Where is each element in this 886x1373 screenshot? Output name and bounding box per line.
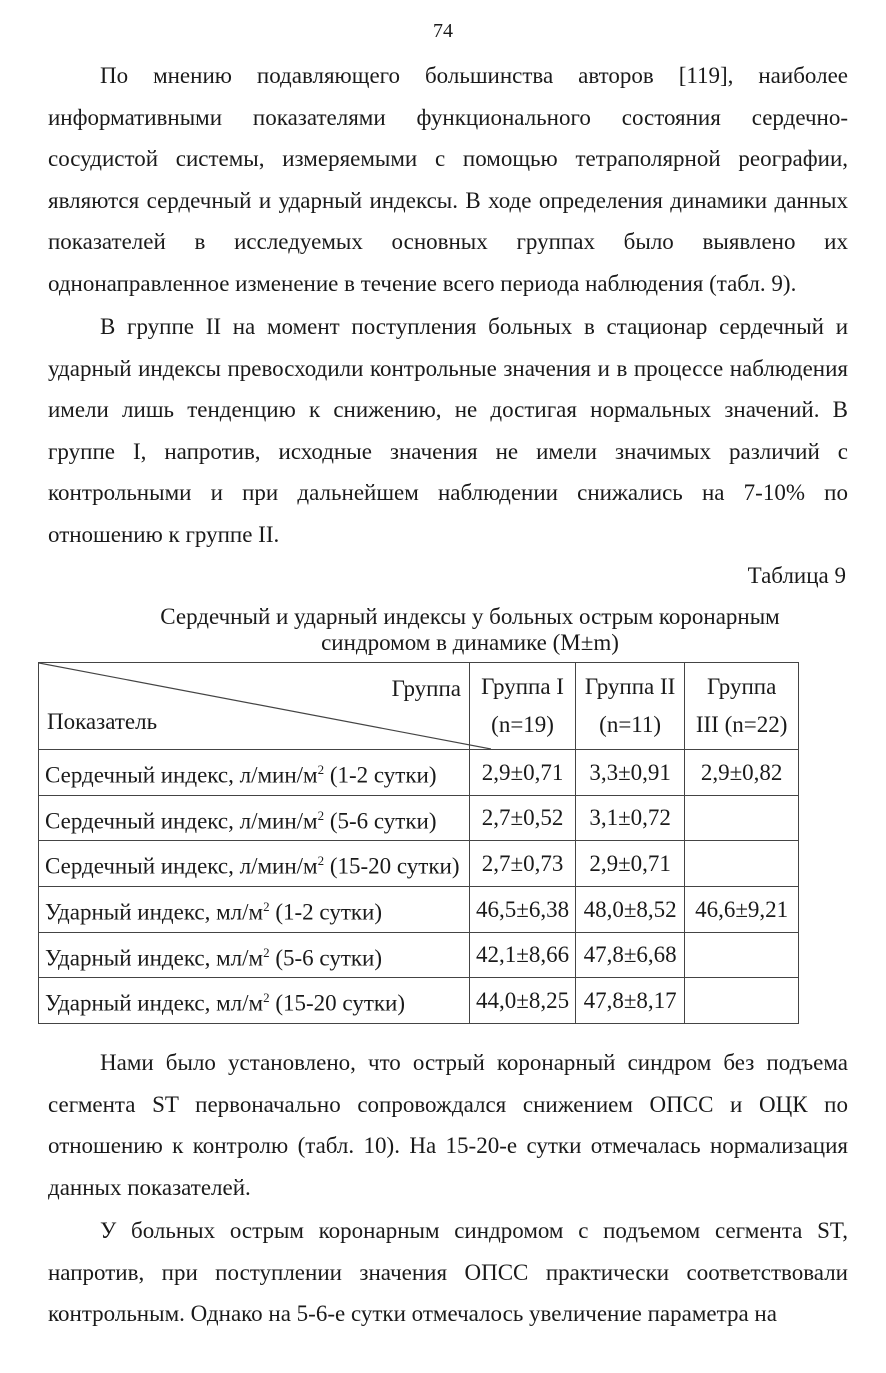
corner-group-label: Группа <box>391 676 461 701</box>
paragraph-2 <box>48 306 848 556</box>
data-table <box>38 662 799 1024</box>
table-row <box>39 978 799 1024</box>
value-cell: 2,9±0,82 <box>685 750 799 796</box>
value-cell <box>685 978 799 1024</box>
table-row <box>39 886 799 932</box>
table-row <box>39 750 799 796</box>
paragraph-text: По мнению подавляющего большинства авторов [119], наиболее информативными показателями функционального состояния сердечно-сосудистой системы, измеряемыми с помощью тетраполярной реографии, являются сердечный и ударный индексы. В ходе определения динамики данных показателей в исследуемых основных группах было выявлено их однонаправленное изменение в течение всего периода наблюдения (табл. 9). <box>48 63 848 296</box>
group-header-2 <box>576 663 685 750</box>
table-title-line-1: Сердечный и ударный индексы у больных острым коронарным <box>160 604 780 629</box>
table-title <box>80 604 860 656</box>
indicator-cell: Сердечный индекс, $л/мин/м^2$ (1-2 сутки) <box>39 750 470 796</box>
value-cell: 2,7±0,52 <box>470 795 576 841</box>
paragraph-1 <box>48 55 848 305</box>
group-header-n: (n=19) <box>491 712 554 737</box>
table-row <box>39 932 799 978</box>
value-cell: 48,0±8,52 <box>576 886 685 932</box>
paragraph-text: У больных острым коронарным синдромом с подъемом сегмента ST, напротив, при поступлении значения ОПСС практически соответствовали контрольным. Однако на 5-6-е сутки отмечалось увеличение параметра на <box>48 1218 848 1327</box>
group-header-n: III (n=22) <box>695 712 788 737</box>
indicator-cell: Сердечный индекс, $л/мин/м^2$ (15-20 сутки) <box>39 841 470 887</box>
table-label: Таблица 9 <box>747 563 846 588</box>
table-row <box>39 795 799 841</box>
page-number: 74 <box>433 20 453 42</box>
corner-indicator-label: Показатель <box>47 709 158 734</box>
value-cell: 2,9±0,71 <box>470 750 576 796</box>
indicator-cell: Ударный индекс, $мл/м^2$ (1-2 сутки) <box>39 886 470 932</box>
group-header-name: Группа <box>706 674 777 699</box>
indicator-cell: Сердечный индекс, $л/мин/м^2$ (5-6 сутки) <box>39 795 470 841</box>
group-header-3 <box>685 663 799 750</box>
table-row <box>39 841 799 887</box>
paragraph-text: В группе II на момент поступления больных в стационар сердечный и ударный индексы превосходили контрольные значения и в процессе наблюдения имели лишь тенденцию к снижению, не достигая нормальных значений. В группе I, напротив, исходные значения не имели значимых различий с контрольными и при дальнейшем наблюдении снижались на 7-10% по отношению к группе II. <box>48 314 848 547</box>
header-corner-cell <box>39 663 470 750</box>
table-title-line-2: синдромом в динамике (M±m) <box>321 630 619 655</box>
group-header-name: Группа I <box>481 674 564 699</box>
value-cell <box>685 932 799 978</box>
paragraph-3 <box>48 1042 848 1208</box>
value-cell: 3,1±0,72 <box>576 795 685 841</box>
value-cell: 44,0±8,25 <box>470 978 576 1024</box>
group-header-name: Группа II <box>584 674 676 699</box>
paragraph-text: Нами было установлено, что острый коронарный синдром без подъема сегмента ST первоначально сопровождался снижением ОПСС и ОЦК по отношению к контролю (табл. 10). На 15-20-е сутки отмечалась нормализация данных показателей. <box>48 1050 848 1200</box>
value-cell: 2,9±0,71 <box>576 841 685 887</box>
indicator-cell: Ударный индекс, $мл/м^2$ (5-6 сутки) <box>39 932 470 978</box>
paragraph-4 <box>48 1210 848 1335</box>
value-cell <box>685 795 799 841</box>
group-header-n: (n=11) <box>599 712 662 737</box>
value-cell: 2,7±0,73 <box>470 841 576 887</box>
value-cell: 42,1±8,66 <box>470 932 576 978</box>
value-cell: 47,8±6,68 <box>576 932 685 978</box>
indicator-cell: Ударный индекс, $мл/м^2$ (15-20 сутки) <box>39 978 470 1024</box>
value-cell: 46,6±9,21 <box>685 886 799 932</box>
table-header-row <box>39 663 799 750</box>
value-cell: 47,8±8,17 <box>576 978 685 1024</box>
value-cell: 46,5±6,38 <box>470 886 576 932</box>
value-cell: 3,3±0,91 <box>576 750 685 796</box>
value-cell <box>685 841 799 887</box>
